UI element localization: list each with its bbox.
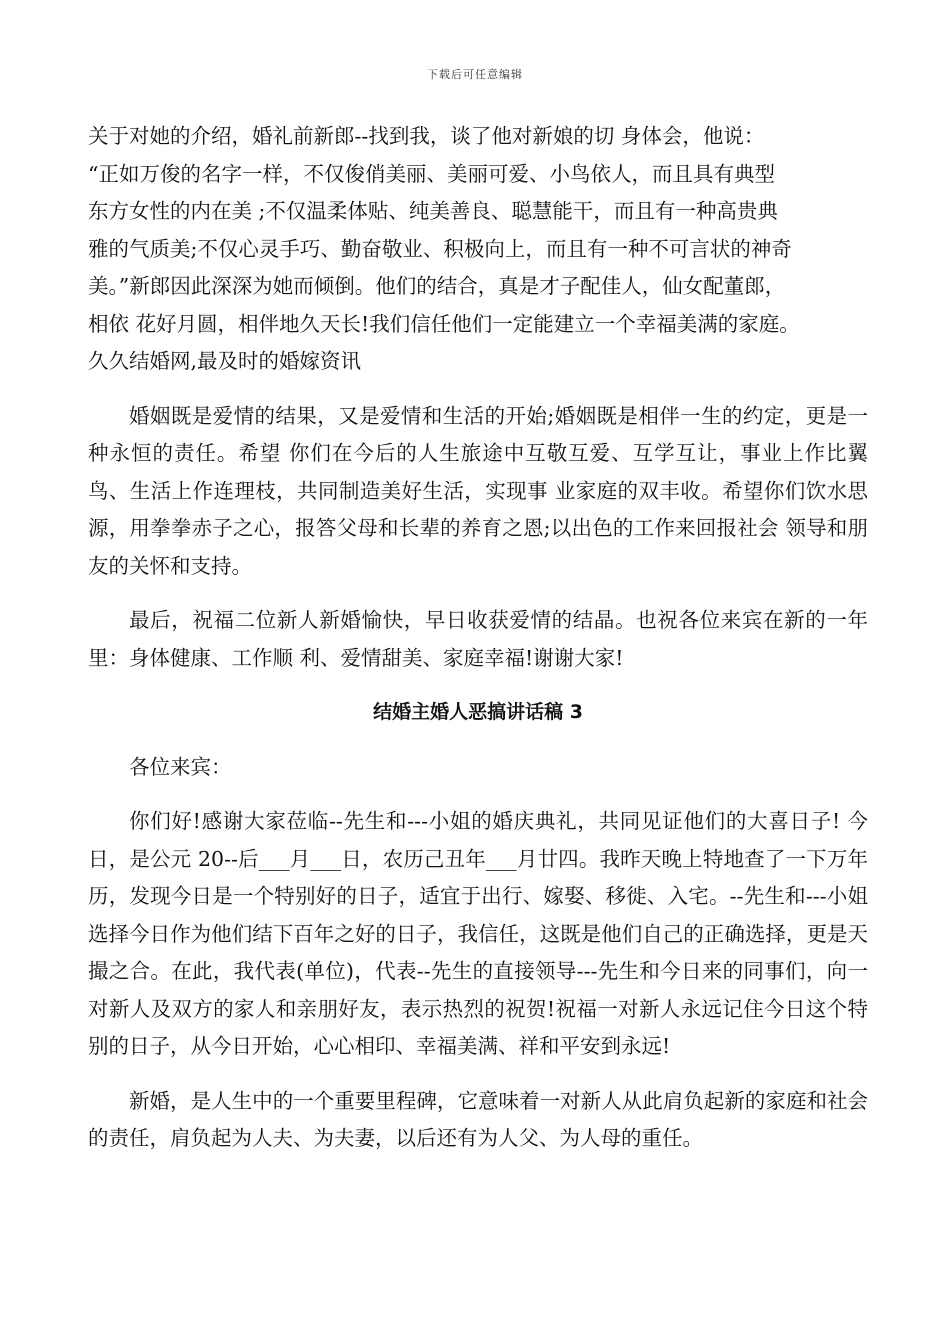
paragraph-5: 你们好!感谢大家莅临--先生和---小姐的婚庆典礼，共同见证他们的大喜日子! 今日，是公元 20--后___月___日，农历己丑年___月廿四。我昨天晚上特地查了一下万年历，发现今日是一个特别好的日子，适宜于出行、嫁娶、移徙、入宅。--先生和---小姐选择今日作为他们结下百年之好的日子，我信任，这既是他们自己的正确选择，更是天撮之合。在此，我代表(单位)，代表--先生的直接领导---先生和今日来的同事们，向一对新人及双方的家人和亲朋好友，表示热烈的祝贺!祝福一对新人永远记住今日这个特别的日子，从今日开始，心心相印、幸福美满、祥和平安到永远! (88, 809, 868, 1058)
paragraph-2: 婚姻既是爱情的结果，又是爱情和生活的开始;婚姻既是相伴一生的约定，更是一种永恒的责任。希望 你们在今后的人生旅途中互敬互爱、互学互让，事业上作比翼鸟、生活上作连理枝，共同制造美好生活，实现事 业家庭的双丰收。希望你们饮水思源，用拳拳赤子之心，报答父母和长辈的养育之恩;以出色的工作来回报社会 领导和朋友的关怀和支持。 (88, 403, 868, 578)
paragraph-gap (88, 585, 868, 602)
paragraph-1-line: 美。”新郎因此深深为她而倾倒。他们的结合，真是才子配佳人，仙女配董郎， (88, 274, 786, 298)
paragraph-gap (88, 786, 868, 803)
paragraph-gap (88, 732, 868, 749)
paragraph-6: 新婚，是人生中的一个重要里程碑，它意味着一对新人从此肩负起新的家庭和社会的责任，肩负起为人夫、为夫妻，以后还有为人父、为人母的重任。 (88, 1088, 868, 1150)
paragraph-1-line: 久久结婚网,最及时的婚嫁资讯 (88, 349, 362, 373)
header-note: 下载后可任意编辑 (427, 68, 523, 81)
paragraph-1-line: 关于对她的介绍，婚礼前新郎--找到我，谈了他对新娘的切 身体会，他说： (88, 124, 765, 148)
paragraph-1-line: “正如万俊的名字一样，不仅俊俏美丽、美丽可爱、小鸟依人，而且具有典型 (88, 161, 775, 186)
paragraph-3: 最后，祝福二位新人新婚愉快，早日收获爱情的结晶。也祝各位来宾在新的一年里：身体健康、工作顺 利、爱情甜美、家庭幸福!谢谢大家! (88, 608, 868, 670)
paragraph-1-line: 雅的气质美;不仅心灵手巧、勤奋敬业、积极向上，而且有一种不可言状的神奇 (88, 236, 792, 261)
salutation: 各位来宾： (129, 754, 232, 779)
paragraph-1-line: 东方女性的内在美 ;不仅温柔体贴、纯美善良、聪慧能干，而且有一种高贵典 (88, 199, 778, 223)
paragraph-gap (88, 1066, 868, 1083)
paragraph-1 (88, 118, 868, 381)
document-body (88, 118, 868, 1158)
paragraph-gap (88, 677, 868, 694)
paragraph-1-line: 相依 花好月圆，相伴地久天长!我们信任他们一定能建立一个幸福美满的家庭。 (88, 311, 800, 336)
paragraph-gap (88, 381, 868, 398)
section-title: 结婚主婚人恶搞讲话稿 3 (373, 701, 583, 723)
